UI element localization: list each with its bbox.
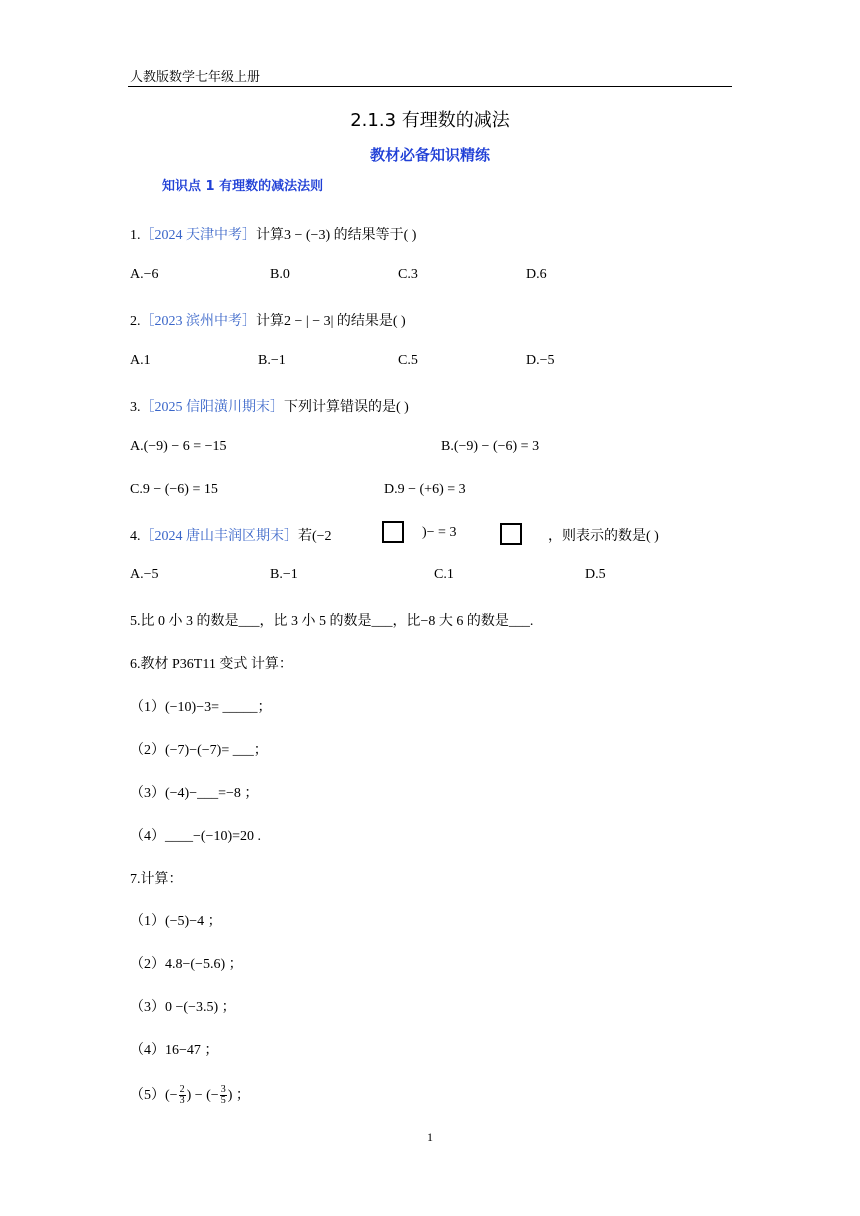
q6-item-1: （1）(−10)−3= _____；: [130, 700, 272, 715]
q7-item-1: （1）(−5)−4 ；: [130, 914, 222, 929]
question-source: ［2025 信阳潢川期末］: [140, 400, 284, 415]
question-stem: 计算2 − | − 3| 的结果是( ): [256, 314, 406, 329]
question-source: ［2024 唐山丰润区期末］: [140, 529, 298, 544]
question-4-stem-c: ，则表示的数是( ): [548, 529, 659, 544]
question-6: 6.教材 P36T11 变式 计算：: [130, 657, 293, 672]
q1-option-d: D.6: [526, 267, 547, 282]
page-title: 2.1.3 有理数的减法: [350, 110, 510, 131]
q3-option-c: C.9 − (−6) = 15: [130, 482, 218, 497]
q4-option-b: B.−1: [270, 567, 298, 582]
question-3: [130, 396, 409, 416]
question-stem: 下列计算错误的是( ): [284, 400, 409, 415]
question-number: 4.: [130, 529, 141, 544]
question-5: 5.比 0 小 3 的数是___，比 3 小 5 的数是___，比−8 大 6 的数是___.: [130, 614, 534, 629]
q7-item-5: [130, 1084, 250, 1106]
q4-option-d: D.5: [585, 567, 606, 582]
q3-option-b: B.(−9) − (−6) = 3: [441, 439, 540, 454]
expr-part: ) − (−: [186, 1088, 219, 1103]
header-rule: [128, 86, 732, 87]
expr-part: (−: [165, 1088, 178, 1103]
q1-option-c: C.3: [398, 267, 418, 282]
q2-option-c: C.5: [398, 353, 418, 368]
q2-option-a: A.1: [130, 353, 151, 368]
question-1: [130, 224, 416, 244]
blank-box: [500, 523, 522, 545]
numerator: 2: [179, 1084, 185, 1096]
q1-option-b: B.0: [270, 267, 290, 282]
expr-part: ) ；: [227, 1088, 250, 1103]
question-2: [130, 310, 406, 330]
question-4: [130, 525, 332, 545]
subtitle: 教材必备知识精练: [369, 146, 490, 164]
section-heading: 知识点 1 有理数的减法法则: [162, 179, 324, 194]
blank-box: [382, 521, 404, 543]
question-7: 7.计算：: [130, 872, 183, 887]
numerator: 3: [220, 1084, 226, 1096]
fraction: [220, 1085, 227, 1106]
denominator: 5: [220, 1095, 226, 1107]
running-header: 人教版数学七年级上册: [130, 70, 261, 85]
fraction: [179, 1085, 186, 1106]
question-4-stem-b: )− = 3: [422, 525, 457, 540]
denominator: 3: [179, 1095, 185, 1107]
q2-option-b: B.−1: [258, 353, 286, 368]
q3-option-d: D.9 − (+6) = 3: [384, 482, 466, 497]
question-source: ［2024 天津中考］: [140, 228, 256, 243]
q7-item-3: （3）0 −(−3.5) ；: [130, 1000, 236, 1015]
q7-item-4: （4）16−47 ；: [130, 1043, 219, 1058]
q6-item-2: （2）(−7)−(−7)= ___；: [130, 743, 268, 758]
question-number: 2.: [130, 314, 141, 329]
question-number: 3.: [130, 400, 141, 415]
q6-item-3: （3）(−4)−___=−8 ；: [130, 786, 259, 801]
q6-item-4: （4）____−(−10)=20 .: [130, 829, 262, 844]
q2-option-d: D.−5: [526, 353, 555, 368]
question-stem-a: 若(−2: [298, 529, 332, 544]
item-label: （5）: [130, 1088, 165, 1103]
q1-option-a: A.−6: [130, 267, 159, 282]
question-stem: 计算3 − (−3) 的结果等于( ): [256, 228, 417, 243]
q7-item-2: （2）4.8−(−5.6) ；: [130, 957, 243, 972]
page-number: 1: [427, 1130, 433, 1144]
q4-option-a: A.−5: [130, 567, 159, 582]
question-source: ［2023 滨州中考］: [140, 314, 256, 329]
q4-option-c: C.1: [434, 567, 454, 582]
question-number: 1.: [130, 228, 141, 243]
q3-option-a: A.(−9) − 6 = −15: [130, 439, 227, 454]
